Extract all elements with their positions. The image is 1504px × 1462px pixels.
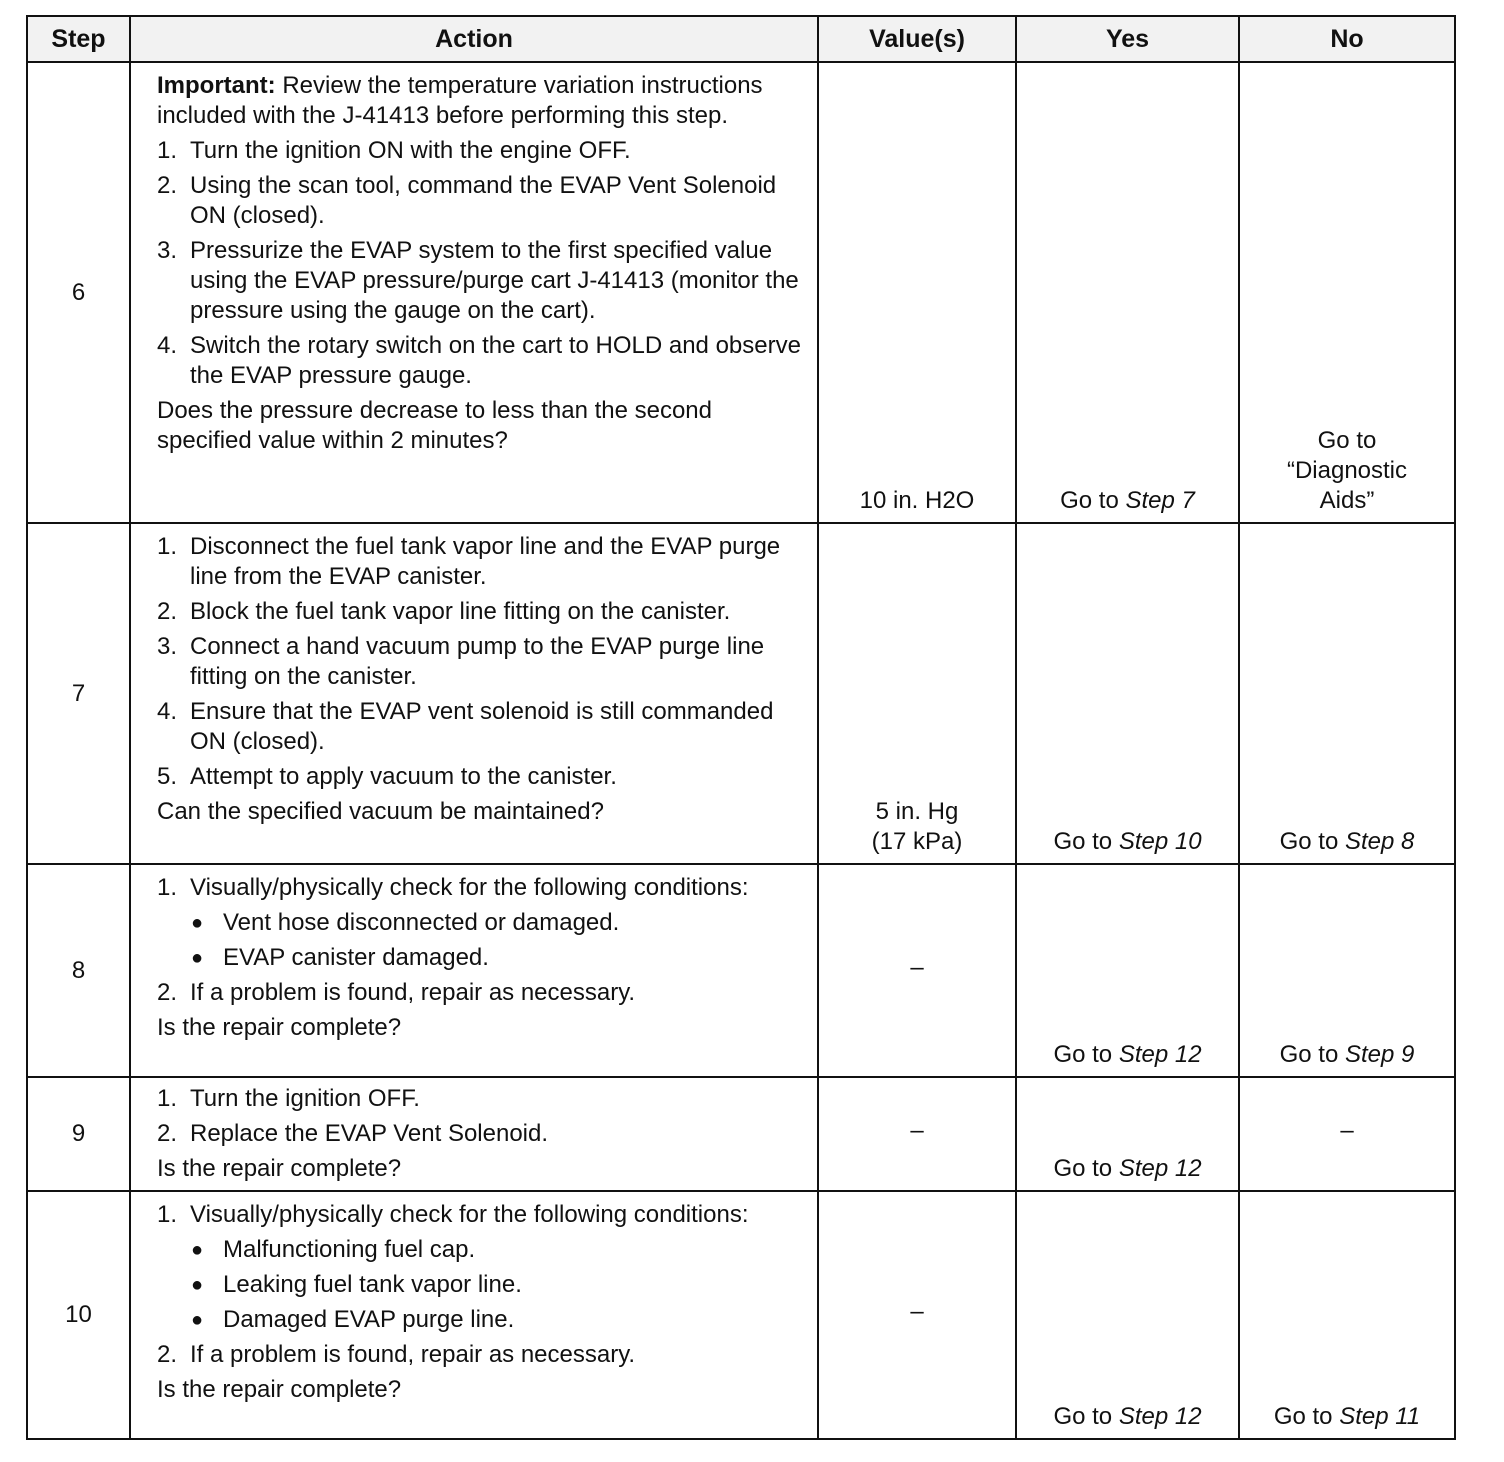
diagnostic-aids-reference: Go to “Diagnostic Aids” (1286, 427, 1408, 514)
list-item: 2. Block the fuel tank vapor line fitting on the canister. (157, 598, 731, 625)
yes-cell: Go to Step 12 (1016, 1077, 1239, 1191)
bullet-icon: ● (191, 947, 204, 969)
header-values: Value(s) (818, 16, 1016, 62)
no-cell: – (1239, 1077, 1455, 1191)
list-item: 2. Using the scan tool, command the EVAP Vent Solenoid ON (closed). (157, 172, 777, 229)
step-reference: Step 11 (1339, 1403, 1421, 1430)
question-text: Can the specified vacuum be maintained? (157, 798, 604, 825)
no-cell: Go to Step 11 (1239, 1191, 1455, 1439)
header-row (27, 16, 1455, 62)
header-no: No (1239, 16, 1455, 62)
question-text: Is the repair complete? (157, 1155, 402, 1182)
yes-cell: Go to Step 10 (1016, 523, 1239, 864)
yes-cell: Go to Step 12 (1016, 864, 1239, 1077)
bullet-icon: ● (191, 1239, 204, 1261)
action-cell (130, 523, 818, 864)
action-cell (130, 1191, 818, 1439)
action-cell (130, 1077, 818, 1191)
question-text: Is the repair complete? (157, 1376, 402, 1403)
step-reference: Step 10 (1118, 828, 1202, 855)
list-item: 2. Replace the EVAP Vent Solenoid. (157, 1120, 549, 1147)
action-cell (130, 62, 818, 523)
important-label: Important: (157, 72, 276, 99)
step-reference: Step 12 (1118, 1155, 1202, 1182)
list-item: 5. Attempt to apply vacuum to the canister. (157, 763, 617, 790)
diagnostic-table (26, 15, 1456, 1440)
value-line: (17 kPa) (871, 828, 963, 855)
bullet-item: ● Malfunctioning fuel cap. (191, 1236, 476, 1263)
list-item: 1. Turn the ignition OFF. (157, 1085, 420, 1112)
list-item: 3. Connect a hand vacuum pump to the EVAP purge line fitting on the canister. (157, 633, 765, 690)
table-row-step-8 (27, 864, 1455, 1077)
step-reference: Step 12 (1118, 1041, 1202, 1068)
list-item: 1. Visually/physically check for the following conditions: (157, 874, 749, 901)
table-row-step-10 (27, 1191, 1455, 1439)
important-text: Review the temperature variation instructions included with the J-41413 before performing this step. (157, 72, 763, 129)
table-row-step-7 (27, 523, 1455, 864)
list-item: 1. Visually/physically check for the following conditions: (157, 1201, 749, 1228)
header-action: Action (130, 16, 818, 62)
header-yes: Yes (1016, 16, 1239, 62)
list-item: 2. If a problem is found, repair as necessary. (157, 979, 636, 1006)
no-cell: Go to Step 9 (1239, 864, 1455, 1077)
header-step: Step (27, 16, 130, 62)
value-cell: – (818, 864, 1016, 1077)
yes-cell: Go to Step 12 (1016, 1191, 1239, 1439)
list-item: 2. If a problem is found, repair as necessary. (157, 1341, 636, 1368)
no-cell (1239, 62, 1455, 523)
bullet-item: ● Damaged EVAP purge line. (191, 1306, 515, 1333)
important-note (157, 71, 807, 131)
action-cell (130, 864, 818, 1077)
value-cell: 10 in. H2O (818, 62, 1016, 523)
list-item: 4. Switch the rotary switch on the cart to HOLD and observe the EVAP pressure gauge. (157, 332, 801, 389)
bullet-icon: ● (191, 1309, 204, 1331)
step-reference: Step 12 (1118, 1403, 1202, 1430)
bullet-item: ● Vent hose disconnected or damaged. (191, 909, 620, 936)
no-cell: Go to Step 8 (1239, 523, 1455, 864)
table-row-step-9 (27, 1077, 1455, 1191)
table-row-step-6 (27, 62, 1455, 523)
step-reference: Step 7 (1125, 487, 1195, 514)
list-item: 3. Pressurize the EVAP system to the first specified value using the EVAP pressure/purge cart J-41413 (monitor the pressure using the gauge on the cart). (157, 237, 799, 324)
bullet-item: ● EVAP canister damaged. (191, 944, 489, 971)
value-line: 5 in. Hg (875, 798, 959, 825)
bullet-item: ● Leaking fuel tank vapor line. (191, 1271, 522, 1298)
list-item: 4. Ensure that the EVAP vent solenoid is still commanded ON (closed). (157, 698, 774, 755)
step-number: 9 (27, 1077, 130, 1191)
question-text: Is the repair complete? (157, 1014, 402, 1041)
value-cell: – (818, 1077, 1016, 1191)
step-reference: Step 8 (1344, 828, 1415, 855)
step-number: 7 (27, 523, 130, 864)
list-item: 1. Disconnect the fuel tank vapor line and the EVAP purge line from the EVAP canister. (157, 533, 781, 590)
value-cell (818, 523, 1016, 864)
value-cell: – (818, 1191, 1016, 1439)
step-number: 8 (27, 864, 130, 1077)
yes-cell: Go to Step 7 (1016, 62, 1239, 523)
bullet-icon: ● (191, 1274, 204, 1296)
step-number: 10 (27, 1191, 130, 1439)
step-number: 6 (27, 62, 130, 523)
question-text: Does the pressure decrease to less than the second specified value within 2 minutes? (157, 397, 712, 454)
step-reference: Step 9 (1344, 1041, 1415, 1068)
bullet-icon: ● (191, 912, 204, 934)
list-item: 1. Turn the ignition ON with the engine OFF. (157, 137, 631, 164)
